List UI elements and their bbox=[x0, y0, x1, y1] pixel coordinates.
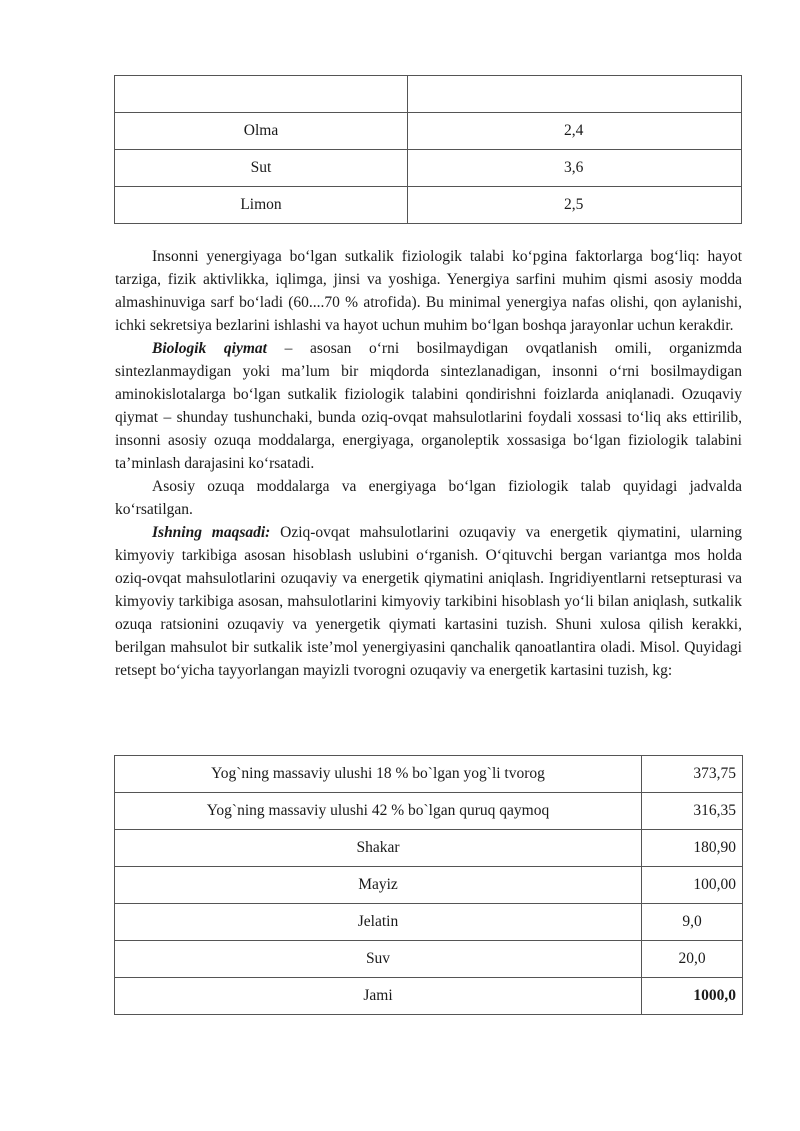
table-cell-name: Limon bbox=[115, 187, 408, 224]
ingredient-amount: 180,90 bbox=[642, 830, 743, 867]
table-row bbox=[115, 113, 742, 150]
ingredient-name: Yog`ning massaviy ulushi 18 % bo`lgan yog`li tvorog bbox=[115, 756, 642, 793]
fruit-table bbox=[114, 75, 742, 224]
term-work-goal: Ishning maqsadi: bbox=[152, 524, 271, 541]
table-cell-value: 3,6 bbox=[408, 150, 742, 187]
ingredient-name: Suv bbox=[115, 941, 642, 978]
table-row bbox=[115, 756, 743, 793]
ingredient-name: Jelatin bbox=[115, 904, 642, 941]
ingredient-name: Shakar bbox=[115, 830, 642, 867]
ingredient-name: Mayiz bbox=[115, 867, 642, 904]
ingredient-amount: 316,35 bbox=[642, 793, 743, 830]
table-row bbox=[115, 867, 743, 904]
table-cell-name bbox=[115, 76, 408, 113]
table-row bbox=[115, 941, 743, 978]
table-row bbox=[115, 793, 743, 830]
ingredient-amount: 373,75 bbox=[642, 756, 743, 793]
paragraph-body: Oziq-ovqat mahsulotlarini ozuqaviy va energetik qiymatini, ularning kimyoviy tarkibiga asosan hisoblash uslubini o‘rganish. O‘qituvchi bergan variantga mos holda oziq-ovqat mahsulotlarini ozuqaviy va energetik qiymatini aniqlash. Ingridiyentlarni retsepturasi va kimyoviy tarkibiga asosan, mahsulotlarini kimyoviy tarkibini hisoblash yo‘li bilan aniqlash, sutkalik ozuqa ratsionini ozuqaviy va yenergetik qiymati kartasini tuzish. Shuni xulosa qilish kerakki, berilgan mahsulot bir sutkalik iste’mol yenergiyasini qanchalik qanoatlantira oladi. Misol. Quyidagi retsept bo‘yicha tayyorlangan mayizli tvorogni ozuqaviy va energetik kartasini tuzish, kg: bbox=[115, 524, 742, 679]
term-biological-value: Biologik qiymat bbox=[152, 340, 267, 357]
table-cell-name: Olma bbox=[115, 113, 408, 150]
paragraph-energy-needs: Insonni yenergiyaga bo‘lgan sutkalik fiziologik talabi ko‘pgina faktorlarga bog‘liq: hayot tarziga, fizik aktivlikka, iqlimga, jinsi va yoshiga. Yenergiya sarfini muhim qismi asosiy modda almashinuviga sarf bo‘ladi (60....70 % atrofida). Bu minimal yenergiya nafas olishi, qon aylanishi, ichki sekretsiya bezlarini ishlashi va hayot uchun muhim bo‘lgan boshqa jarayonlar uchun kerakdir. bbox=[115, 248, 742, 334]
table-row bbox=[115, 76, 742, 113]
paragraph-work-goal bbox=[115, 521, 742, 682]
ingredient-name: Yog`ning massaviy ulushi 42 % bo`lgan quruq qaymoq bbox=[115, 793, 642, 830]
table-cell-value: 2,5 bbox=[408, 187, 742, 224]
table-row bbox=[115, 830, 743, 867]
total-label: Jami bbox=[115, 978, 642, 1015]
table-row-total bbox=[115, 978, 743, 1015]
table-row bbox=[115, 904, 743, 941]
table-cell-value: 2,4 bbox=[408, 113, 742, 150]
total-amount: 1000,0 bbox=[642, 978, 743, 1015]
paragraph-table-intro: Asosiy ozuqa moddalarga va energiyaga bo‘lgan fiziologik talab quyidagi jadvalda ko‘rsatilgan. bbox=[115, 478, 742, 518]
ingredient-amount: 20,0 bbox=[642, 941, 743, 978]
paragraph-biological-value bbox=[115, 337, 742, 475]
table-cell-value bbox=[408, 76, 742, 113]
ingredient-amount: 9,0 bbox=[642, 904, 743, 941]
table-row bbox=[115, 150, 742, 187]
paragraph-body: – asosan o‘rni bosilmaydigan ovqatlanish omili, organizmda sintezlanmaydigan yoki ma’lum bir miqdorda sintezlanadigan, insonni o‘rni bosilmaydigan aminokislotalarga bo‘lgan sutkalik fiziologik talabini qondirishni foizlarda aniqlanadi. Ozuqaviy qiymat – shunday tushunchaki, bunda oziq-ovqat mahsulotlarini foydali xossasi to‘liq aks ettirilib, insonni asosiy ozuqa moddalarga, energiyaga, organoleptik xossasiga bo‘lgan fiziologik talabini ta’minlash darajasini ko‘rsatadi. bbox=[115, 340, 742, 472]
recipe-table bbox=[114, 755, 743, 1015]
table-cell-name: Sut bbox=[115, 150, 408, 187]
ingredient-amount: 100,00 bbox=[642, 867, 743, 904]
table-row bbox=[115, 187, 742, 224]
body-text bbox=[115, 245, 742, 682]
